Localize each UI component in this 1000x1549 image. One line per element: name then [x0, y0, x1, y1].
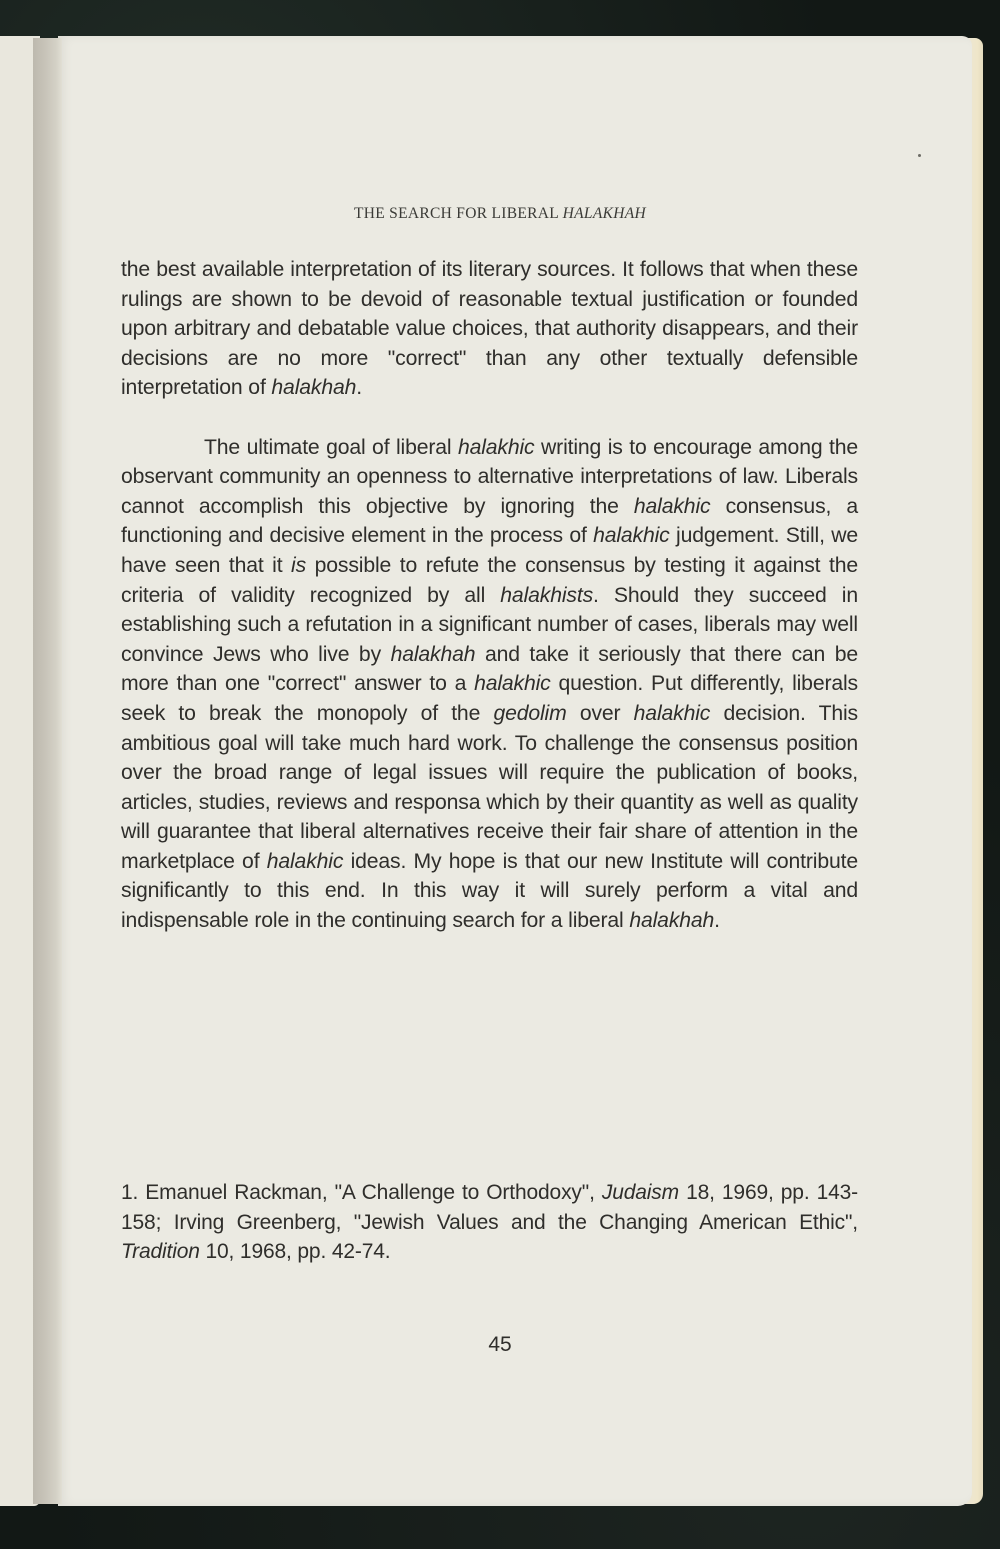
italic-term: halakhists — [500, 583, 594, 607]
paragraph-1 — [121, 255, 858, 403]
text-run: over — [566, 701, 634, 725]
text-run: the best available interpretation of its literary sources. It follows that when these rulings are shown to be devoid of reasonable textual justification or founded upon arbitrary and debatable value choices, that authority disappears, and their decisions are no more "correct" than any other textually defensible interpretation of — [121, 258, 858, 400]
italic-term: halakhah — [390, 642, 476, 666]
footnotes — [121, 1178, 858, 1267]
text-run: ideas. My hope is that our new Institute will contribute significantly to this end. In this way it will surely perform a vital and indispensable role in the continuing search for a liberal — [121, 849, 858, 933]
italic-term: is — [291, 553, 307, 577]
text-run: consensus, a functioning and decisive element in the process of — [121, 494, 858, 548]
paragraph-2 — [121, 433, 858, 936]
italic-term: gedolim — [493, 701, 567, 725]
text-run: 10, 1968, pp. 42-74. — [199, 1240, 391, 1263]
page-number: 45 — [488, 1333, 512, 1356]
text-run: and take it seriously that there can be more than one "correct" answer to a — [121, 642, 859, 696]
text-run: . — [714, 909, 720, 933]
italic-term: Judaism — [601, 1181, 679, 1204]
running-head-italic: HALAKHAH — [562, 205, 647, 222]
italic-term: Tradition — [121, 1240, 200, 1263]
body-text — [121, 255, 858, 936]
text-run: . Should they succeed in establishing such a refutation in a significant number of cases, liberals may well convince Jews who live by — [121, 583, 858, 666]
text-run: 18, 1969, pp. 143-158; Irving Greenberg, "Jewish Values and the Changing American Ethic", — [121, 1181, 859, 1234]
paper-speck — [918, 154, 921, 157]
italic-term: halakhic — [633, 494, 711, 518]
text-run: decision. This ambitious goal will take much hard work. To challenge the consensus position over the broad range of legal issues will require the publication of books, articles, studies, reviews and responsa which by their quantity as well as quality will guarantee that liberal alternatives receive their fair share of attention in the marketplace of — [121, 701, 858, 873]
text-run: The ultimate goal of liberal — [204, 435, 458, 459]
running-head-text: THE SEARCH FOR LIBERAL — [353, 205, 563, 222]
text-run: judgement. Still, we have seen that it — [121, 524, 859, 577]
text-run: question. Put differently, liberals seek to break the monopoly of the — [121, 672, 858, 725]
italic-term: halakhic — [457, 435, 535, 459]
text-run: writing is to encourage among the observant community an openness to alternative interpretations of law. Liberals cannot accomplish this objective by ignoring the — [121, 435, 858, 518]
italic-term: halakhah — [271, 376, 357, 400]
italic-term: halakhic — [633, 701, 711, 725]
text-run: possible to refute the consensus by testing it against the criteria of validity recognized by all — [121, 553, 858, 607]
italic-term: halakhic — [474, 672, 551, 696]
footnote-1 — [121, 1178, 858, 1267]
italic-term: halakhic — [593, 524, 670, 548]
text-run: . — [356, 376, 362, 400]
running-head — [0, 205, 1000, 223]
book-gutter-shadow — [33, 38, 62, 1504]
text-run: 1. Emanuel Rackman, "A Challenge to Orthodoxy", — [121, 1181, 602, 1204]
italic-term: halakhah — [629, 909, 715, 933]
italic-term: halakhic — [266, 849, 344, 873]
